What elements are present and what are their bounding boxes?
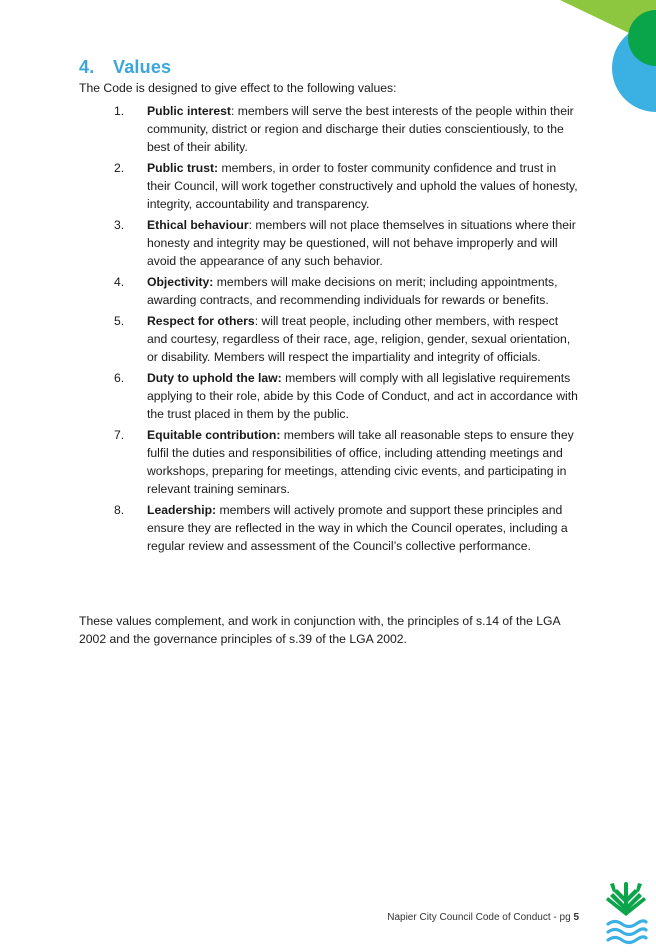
- value-number: 1.: [114, 104, 125, 118]
- council-logo-icon: [604, 878, 648, 948]
- value-description: : members will not place themselves in situations where their honesty and integrity may be questioned, will not behave improperly and will avoid the appearance of any such behavior.: [147, 218, 576, 268]
- value-number: 7.: [114, 428, 125, 442]
- value-item: [79, 369, 579, 423]
- value-description: members will take all reasonable steps to ensure they fulfil the duties and responsibilities of office, including attending meetings and workshops, preparing for meetings, attending civic events, and participating in relevant training seminars.: [147, 428, 574, 496]
- page-footer: [330, 912, 579, 923]
- value-item: [79, 216, 579, 270]
- value-name: Equitable contribution:: [147, 428, 281, 442]
- footer-label: Napier City Council Code of Conduct - pg: [387, 912, 574, 923]
- value-number: 8.: [114, 503, 125, 517]
- value-description: members will comply with all legislative requirements applying to their role, abide by this Code of Conduct, and act in accordance with the trust placed in them by the public.: [147, 371, 578, 421]
- value-item: [79, 426, 579, 498]
- page-number: 5: [573, 912, 579, 923]
- intro-text: The Code is designed to give effect to the following values:: [79, 81, 397, 95]
- value-name: Leadership:: [147, 503, 217, 517]
- section-title: Values: [113, 57, 172, 77]
- value-name: Public trust:: [147, 161, 219, 175]
- value-description: members, in order to foster community confidence and trust in their Council, will work together constructively and uphold the values of honesty, integrity, accountability and transparency.: [147, 161, 578, 211]
- value-number: 2.: [114, 161, 125, 175]
- value-item: [79, 273, 579, 309]
- value-item: [79, 102, 579, 156]
- section-heading: [79, 57, 171, 78]
- value-number: 3.: [114, 218, 125, 232]
- value-name: Duty to uphold the law:: [147, 371, 282, 385]
- value-name: Ethical behaviour: [147, 218, 249, 232]
- value-name: Objectivity:: [147, 275, 214, 289]
- value-description: members will actively promote and support these principles and ensure they are reflected in the way in which the Council operates, including a regular review and assessment of the Council’s collective performance.: [147, 503, 568, 553]
- value-description: : members will serve the best interests of the people within their community, district or region and discharge their duties conscientiously, to the best of their ability.: [147, 104, 574, 154]
- value-name: Public interest: [147, 104, 231, 118]
- values-list: [79, 102, 579, 558]
- section-number: 4.: [79, 57, 95, 77]
- value-item: [79, 312, 579, 366]
- value-name: Respect for others: [147, 314, 255, 328]
- value-item: [79, 159, 579, 213]
- value-number: 5.: [114, 314, 125, 328]
- value-number: 6.: [114, 371, 125, 385]
- closing-paragraph: These values complement, and work in conjunction with, the principles of s.14 of the LGA 2002 and the governance principles of s.39 of the LGA 2002.: [79, 614, 560, 646]
- value-number: 4.: [114, 275, 125, 289]
- value-description: : will treat people, including other members, with respect and courtesy, regardless of their race, age, religion, gender, sexual orientation, or disability. Members will respect the impartiality and integrity of officials.: [147, 314, 571, 364]
- value-description: members will make decisions on merit; including appointments, awarding contracts, and recommending individuals for rewards or benefits.: [147, 275, 558, 307]
- value-item: [79, 501, 579, 555]
